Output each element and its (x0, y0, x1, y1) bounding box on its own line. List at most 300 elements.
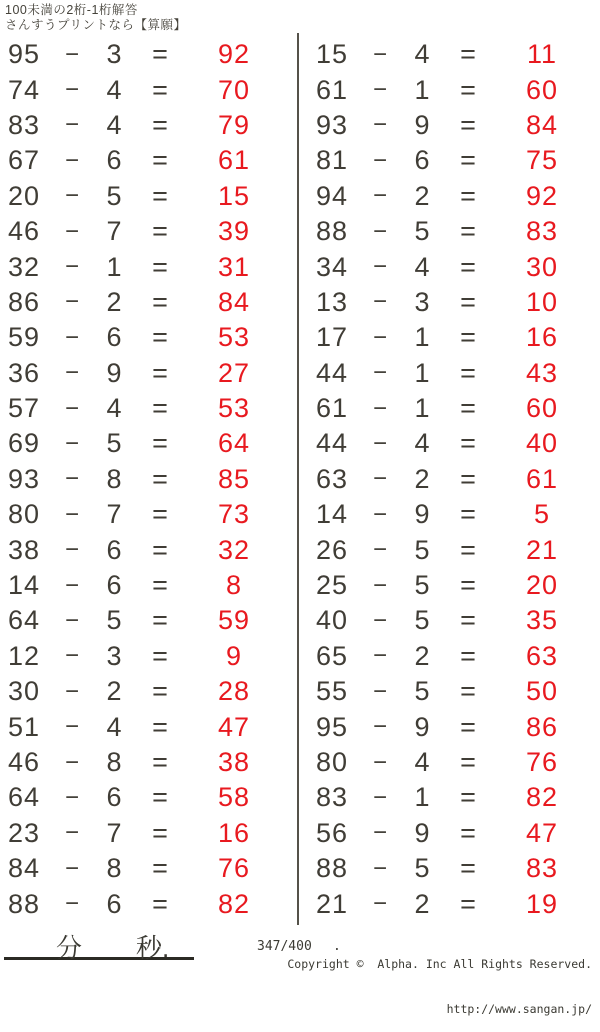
problem-row (8, 639, 298, 674)
answer: 40 (525, 428, 559, 459)
minus-icon: − (372, 819, 387, 847)
minuend: 95 (8, 39, 41, 70)
problem-row (8, 497, 298, 532)
equals-icon: = (460, 676, 476, 707)
subtrahend: 9 (414, 817, 430, 848)
answer: 16 (525, 322, 559, 353)
subtrahend: 8 (106, 853, 122, 884)
subtrahend: 7 (106, 499, 122, 530)
problem-row (316, 568, 598, 603)
minuend: 46 (8, 216, 41, 247)
problem-row (8, 249, 298, 284)
equals-icon: = (460, 109, 476, 140)
equals-icon: = (152, 782, 168, 813)
problem-row (8, 745, 298, 780)
minus-icon: − (64, 677, 79, 705)
equals-icon: = (460, 463, 476, 494)
minuend: 13 (316, 286, 349, 317)
minuend: 59 (8, 322, 41, 353)
answer: 20 (525, 570, 559, 601)
subtrahend: 9 (414, 109, 430, 140)
minus-icon: − (372, 323, 387, 351)
problems-area (0, 37, 600, 925)
subtrahend: 4 (414, 747, 430, 777)
minuend: 83 (8, 109, 41, 140)
answer: 15 (217, 180, 251, 211)
equals-icon: = (152, 74, 168, 105)
equals-icon: = (152, 534, 168, 565)
answer: 76 (217, 853, 251, 884)
problem-row (316, 320, 598, 355)
subtrahend: 2 (414, 888, 430, 919)
equals-icon: = (460, 428, 476, 459)
subtrahend: 2 (106, 286, 122, 317)
subtrahend: 4 (414, 39, 430, 70)
minuend: 67 (8, 145, 41, 176)
equals-icon: = (460, 747, 476, 777)
answer: 19 (525, 888, 559, 919)
minus-icon: − (64, 359, 79, 387)
minus-icon: − (372, 713, 387, 741)
equals-icon: = (460, 853, 476, 884)
answer: 60 (525, 393, 559, 424)
minuend: 15 (316, 39, 349, 70)
problem-row (316, 108, 598, 143)
minuend: 94 (316, 180, 349, 211)
equals-icon: = (460, 782, 476, 813)
minuend: 56 (316, 817, 349, 848)
equals-icon: = (460, 817, 476, 848)
seconds-label: 秒. (136, 933, 170, 963)
problem-row (316, 249, 598, 284)
minus-icon: − (64, 890, 79, 918)
equals-icon: = (152, 570, 168, 601)
answer: 61 (217, 145, 251, 176)
answer: 10 (525, 286, 559, 317)
minuend: 95 (316, 711, 349, 742)
subtrahend: 2 (106, 676, 122, 707)
minuend: 44 (316, 428, 349, 459)
minus-icon: − (64, 819, 79, 847)
minus-icon: − (64, 111, 79, 139)
problem-row (316, 639, 598, 674)
page-number: 347/400 (257, 939, 312, 954)
equals-icon: = (152, 711, 168, 742)
minus-icon: − (64, 713, 79, 741)
minus-icon: − (372, 890, 387, 918)
minus-icon: − (372, 783, 387, 811)
minus-icon: − (64, 40, 79, 68)
subtrahend: 5 (414, 570, 430, 601)
problem-row (8, 285, 298, 320)
equals-icon: = (152, 605, 168, 636)
problem-row (316, 603, 598, 638)
problem-row (316, 37, 598, 72)
minus-icon: − (372, 76, 387, 104)
problem-row (8, 816, 298, 851)
subtrahend: 9 (414, 499, 430, 530)
problem-row (8, 851, 298, 886)
minuend: 26 (316, 534, 349, 565)
problem-row (8, 603, 298, 638)
answer: 64 (217, 428, 251, 459)
minus-icon: − (64, 146, 79, 174)
subtrahend: 6 (106, 534, 122, 565)
minuend: 61 (316, 393, 349, 424)
problem-row (316, 72, 598, 107)
answer: 9 (225, 640, 243, 671)
answer: 83 (525, 853, 559, 884)
subtrahend: 9 (106, 357, 122, 388)
minuend: 51 (8, 711, 41, 742)
equals-icon: = (152, 817, 168, 848)
subtrahend: 4 (106, 393, 122, 424)
minuend: 46 (8, 747, 41, 777)
minus-icon: − (372, 571, 387, 599)
answer: 84 (217, 286, 251, 317)
minuend: 17 (316, 322, 349, 353)
subtrahend: 1 (106, 251, 122, 282)
equals-icon: = (460, 322, 476, 353)
answer: 58 (217, 782, 251, 813)
problem-row (8, 214, 298, 249)
equals-icon: = (152, 357, 168, 388)
minuend: 21 (316, 888, 349, 919)
minus-icon: − (64, 500, 79, 528)
subtrahend: 1 (414, 74, 430, 105)
problem-row (316, 285, 598, 320)
subtrahend: 6 (106, 570, 122, 601)
minus-icon: − (64, 465, 79, 493)
problem-row (8, 462, 298, 497)
answer: 61 (525, 463, 559, 494)
answer: 82 (217, 888, 251, 919)
equals-icon: = (152, 640, 168, 671)
minus-icon: − (372, 606, 387, 634)
problem-row (316, 709, 598, 744)
minuend: 64 (8, 782, 41, 813)
page-number-dot: . (333, 939, 341, 954)
equals-icon: = (460, 888, 476, 919)
equals-icon: = (460, 534, 476, 565)
problem-row (8, 674, 298, 709)
minuend: 93 (316, 109, 349, 140)
minus-icon: − (64, 76, 79, 104)
equals-icon: = (152, 39, 168, 70)
equals-icon: = (152, 747, 168, 777)
minuend: 84 (8, 853, 41, 884)
subtrahend: 1 (414, 393, 430, 424)
minuend: 83 (316, 782, 349, 813)
answer: 82 (525, 782, 559, 813)
equals-icon: = (152, 393, 168, 424)
minus-icon: − (372, 642, 387, 670)
subtrahend: 4 (414, 251, 430, 282)
problem-row (316, 674, 598, 709)
minus-icon: − (64, 748, 79, 776)
minuend: 12 (8, 640, 41, 671)
problem-row (8, 179, 298, 214)
subtrahend: 1 (414, 322, 430, 353)
subtrahend: 2 (414, 180, 430, 211)
subtrahend: 2 (414, 463, 430, 494)
answer: 50 (525, 676, 559, 707)
problem-row (316, 462, 598, 497)
minus-icon: − (64, 854, 79, 882)
answer: 92 (525, 180, 559, 211)
subtrahend: 7 (106, 817, 122, 848)
problem-row (8, 709, 298, 744)
problem-row (316, 745, 598, 780)
worksheet-subtitle: さんすうプリントなら【算願】 (5, 18, 187, 32)
answer: 21 (525, 534, 559, 565)
minus-icon: − (372, 677, 387, 705)
subtrahend: 6 (106, 145, 122, 176)
subtrahend: 2 (414, 640, 430, 671)
minuend: 81 (316, 145, 349, 176)
answer: 86 (525, 711, 559, 742)
subtrahend: 5 (414, 605, 430, 636)
answer: 83 (525, 216, 559, 247)
problem-row (8, 532, 298, 567)
minus-icon: − (64, 288, 79, 316)
minuend: 20 (8, 180, 41, 211)
minuend: 30 (8, 676, 41, 707)
answer: 53 (217, 322, 251, 353)
subtrahend: 6 (414, 145, 430, 176)
minuend: 65 (316, 640, 349, 671)
subtrahend: 3 (106, 39, 122, 70)
minuend: 86 (8, 286, 41, 317)
minutes-label: 分 (56, 933, 83, 963)
minuend: 69 (8, 428, 41, 459)
subtrahend: 1 (414, 782, 430, 813)
answer: 84 (525, 109, 559, 140)
problem-row (8, 426, 298, 461)
problem-row (8, 72, 298, 107)
subtrahend: 5 (414, 676, 430, 707)
problem-row (8, 568, 298, 603)
problem-row (8, 780, 298, 815)
minuend: 14 (8, 570, 41, 601)
answer: 85 (217, 463, 251, 494)
equals-icon: = (460, 145, 476, 176)
minus-icon: − (64, 253, 79, 281)
problem-row (316, 532, 598, 567)
subtrahend: 6 (106, 782, 122, 813)
subtrahend: 5 (414, 534, 430, 565)
copyright-block (287, 927, 592, 1032)
equals-icon: = (152, 676, 168, 707)
minus-icon: − (64, 606, 79, 634)
subtrahend: 5 (106, 428, 122, 459)
answer: 63 (525, 640, 559, 671)
equals-icon: = (460, 605, 476, 636)
minus-icon: − (64, 642, 79, 670)
minuend: 61 (316, 74, 349, 105)
minuend: 88 (8, 888, 41, 919)
minus-icon: − (372, 182, 387, 210)
equals-icon: = (460, 499, 476, 530)
minus-icon: − (372, 146, 387, 174)
minuend: 80 (316, 747, 349, 777)
equals-icon: = (460, 251, 476, 282)
equals-icon: = (460, 393, 476, 424)
minus-icon: − (372, 536, 387, 564)
time-entry-line (4, 927, 194, 963)
minus-icon: − (372, 217, 387, 245)
answer: 30 (525, 251, 559, 282)
minus-icon: − (372, 394, 387, 422)
problem-row (316, 143, 598, 178)
minuend: 88 (316, 216, 349, 247)
minus-icon: − (372, 748, 387, 776)
minuend: 74 (8, 74, 41, 105)
equals-icon: = (152, 286, 168, 317)
minus-icon: − (372, 854, 387, 882)
subtrahend: 4 (106, 74, 122, 105)
equals-icon: = (460, 711, 476, 742)
answer: 59 (217, 605, 251, 636)
problem-row (8, 391, 298, 426)
equals-icon: = (152, 499, 168, 530)
copyright-text: Copyright © Alpha. Inc All Rights Reserved. (287, 957, 592, 971)
minuend: 88 (316, 853, 349, 884)
minus-icon: − (64, 783, 79, 811)
minus-icon: − (372, 288, 387, 316)
equals-icon: = (460, 570, 476, 601)
subtrahend: 5 (414, 216, 430, 247)
equals-icon: = (460, 357, 476, 388)
problem-row (316, 780, 598, 815)
answer: 70 (217, 74, 251, 105)
answer: 39 (217, 216, 251, 247)
minus-icon: − (372, 359, 387, 387)
answer: 11 (526, 39, 558, 70)
problem-row (8, 356, 298, 391)
answer: 53 (217, 393, 251, 424)
equals-icon: = (152, 216, 168, 247)
minus-icon: − (372, 465, 387, 493)
minuend: 23 (8, 817, 41, 848)
subtrahend: 4 (106, 711, 122, 742)
problem-row (316, 816, 598, 851)
answer: 35 (525, 605, 559, 636)
equals-icon: = (152, 463, 168, 494)
problem-row (316, 851, 598, 886)
answer: 28 (217, 676, 251, 707)
subtrahend: 6 (106, 322, 122, 353)
problem-row (8, 37, 298, 72)
problem-row (316, 497, 598, 532)
answer: 43 (525, 357, 559, 388)
answer: 32 (217, 534, 251, 565)
equals-icon: = (460, 74, 476, 105)
equals-icon: = (460, 216, 476, 247)
equals-icon: = (460, 180, 476, 211)
equals-icon: = (152, 888, 168, 919)
minuend: 40 (316, 605, 349, 636)
answer: 47 (217, 711, 251, 742)
minus-icon: − (372, 500, 387, 528)
problem-row (8, 886, 298, 921)
minuend: 25 (316, 570, 349, 601)
answer: 73 (217, 499, 251, 530)
minuend: 93 (8, 463, 41, 494)
subtrahend: 3 (106, 640, 122, 671)
minuend: 36 (8, 357, 41, 388)
problem-row (316, 426, 598, 461)
minuend: 14 (316, 499, 349, 530)
equals-icon: = (152, 251, 168, 282)
problems-column-left (0, 37, 298, 925)
equals-icon: = (152, 322, 168, 353)
worksheet-title: 100未満の2桁-1桁解答 (5, 3, 138, 17)
minus-icon: − (64, 394, 79, 422)
subtrahend: 1 (414, 357, 430, 388)
answer: 75 (525, 145, 559, 176)
subtrahend: 9 (414, 711, 430, 742)
answer: 38 (217, 747, 251, 777)
minus-icon: − (372, 111, 387, 139)
subtrahend: 5 (106, 605, 122, 636)
minuend: 32 (8, 251, 41, 282)
answer: 31 (217, 251, 251, 282)
answer: 76 (525, 747, 559, 777)
equals-icon: = (460, 640, 476, 671)
problem-row (8, 143, 298, 178)
subtrahend: 6 (106, 888, 122, 919)
minus-icon: − (372, 40, 387, 68)
minuend: 63 (316, 463, 349, 494)
answer: 92 (217, 39, 251, 70)
minus-icon: − (64, 217, 79, 245)
problem-row (316, 886, 598, 921)
problem-row (316, 356, 598, 391)
answer: 60 (525, 74, 559, 105)
problem-row (8, 320, 298, 355)
problem-row (316, 214, 598, 249)
subtrahend: 8 (106, 747, 122, 777)
minus-icon: − (64, 536, 79, 564)
answer: 79 (217, 109, 251, 140)
minus-icon: − (64, 323, 79, 351)
minuend: 80 (8, 499, 41, 530)
minuend: 44 (316, 357, 349, 388)
problems-column-right (300, 37, 598, 925)
subtrahend: 5 (106, 180, 122, 211)
answer: 47 (525, 817, 559, 848)
problem-row (316, 391, 598, 426)
problem-row (8, 108, 298, 143)
equals-icon: = (460, 39, 476, 70)
subtrahend: 5 (414, 853, 430, 884)
equals-icon: = (460, 286, 476, 317)
subtrahend: 8 (106, 463, 122, 494)
subtrahend: 7 (106, 216, 122, 247)
minus-icon: − (64, 182, 79, 210)
minuend: 57 (8, 393, 41, 424)
subtrahend: 4 (414, 428, 430, 459)
subtrahend: 3 (414, 286, 430, 317)
minuend: 55 (316, 676, 349, 707)
worksheet-header (5, 3, 187, 33)
answer: 8 (225, 570, 243, 601)
minuend: 38 (8, 534, 41, 565)
minuend: 64 (8, 605, 41, 636)
equals-icon: = (152, 180, 168, 211)
minus-icon: − (64, 571, 79, 599)
